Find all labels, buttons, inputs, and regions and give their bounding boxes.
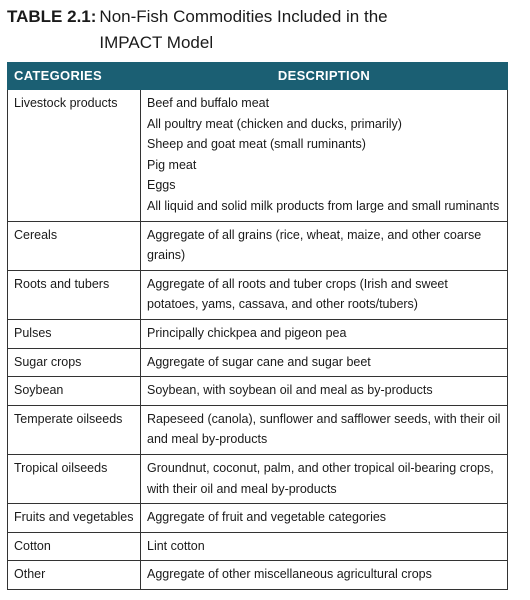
table-header-row [8,63,508,90]
description-line: Rapeseed (canola), sunflower and safflower seeds, with their oil and meal by-products [147,411,501,447]
header-description: DESCRIPTION [141,63,508,90]
description-line: Pig meat [147,157,197,172]
description-line: Aggregate of other miscellaneous agricultural crops [147,567,432,582]
table-row [8,504,508,533]
table-row [8,348,508,377]
table-caption [7,0,524,56]
category-cell: Cotton [8,532,141,561]
table-row [8,319,508,348]
description-line: Beef and buffalo meat [147,96,270,110]
description-line: All poultry meat (chicken and ducks, primarily) [147,116,402,131]
category-cell: Cereals [8,221,141,270]
description-cell [141,561,508,590]
category-cell: Tropical oilseeds [8,454,141,503]
table-body [8,90,508,590]
table-row [8,377,508,406]
table-row [8,405,508,454]
description-cell [141,319,508,348]
description-cell [141,532,508,561]
description-cell [141,504,508,533]
description-line: Aggregate of sugar cane and sugar beet [147,354,371,369]
category-cell: Pulses [8,319,141,348]
table-row [8,561,508,590]
description-line: Eggs [147,178,176,193]
category-cell: Soybean [8,377,141,406]
table-row [8,90,508,222]
description-cell [141,405,508,454]
category-cell: Livestock products [8,90,141,222]
description-cell [141,90,508,222]
table-row [8,270,508,319]
table-label: TABLE 2.1: [7,7,97,26]
description-line: Aggregate of all grains (rice, wheat, maize, and other coarse grains) [147,227,482,263]
category-cell: Roots and tubers [8,270,141,319]
description-line: Aggregate of all roots and tuber crops (Irish and sweet potatoes, yams, cassava, and other roots/tubers) [147,276,448,312]
description-line: Aggregate of fruit and vegetable categories [147,510,387,525]
description-line: Soybean, with soybean oil and meal as by-products [147,383,433,398]
category-cell: Fruits and vegetables [8,504,141,533]
description-cell [141,377,508,406]
table-row [8,221,508,270]
table-row [8,454,508,503]
description-line: Principally chickpea and pigeon pea [147,325,347,340]
category-cell: Temperate oilseeds [8,405,141,454]
table-title: Non-Fish Commodities Included in the IMPACT Model [99,7,388,52]
description-cell [141,348,508,377]
description-line: Groundnut, coconut, palm, and other tropical oil-bearing crops, with their oil and meal by-products [147,460,494,496]
description-line: Sheep and goat meat (small ruminants) [147,137,366,152]
description-cell [141,221,508,270]
commodities-table [7,62,508,590]
category-cell: Sugar crops [8,348,141,377]
description-cell [141,270,508,319]
header-categories: CATEGORIES [8,63,141,90]
description-line: All liquid and solid milk products from large and small ruminants [147,198,500,213]
description-line: Lint cotton [147,538,205,553]
description-cell [141,454,508,503]
category-cell: Other [8,561,141,590]
table-row [8,532,508,561]
